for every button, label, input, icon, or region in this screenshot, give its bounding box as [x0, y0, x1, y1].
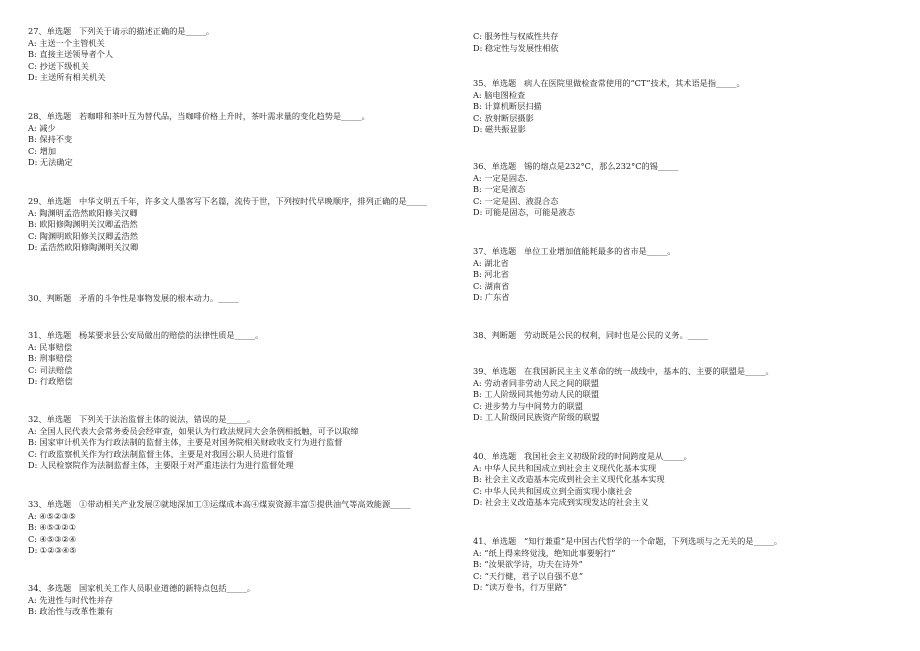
- option-b: B: 国家审计机关作为行政法制的监督主体，主要是对国务院相关财政收支行为进行监督: [28, 437, 343, 448]
- question-33: [28, 499, 448, 557]
- question-30: [28, 293, 448, 305]
- option-a: A: 脑电图检查: [473, 89, 526, 100]
- option-b: B: 计算机断层扫描: [473, 101, 542, 112]
- option-d: D: 可能是固态，可能是液态: [473, 207, 575, 218]
- question-stem: 33、单选题 ①带动相关产业发展②就地深加工③运煤成本高④煤炭资源丰富⑤提供油气等高效能源_____: [28, 499, 411, 509]
- question-39: [473, 366, 893, 424]
- question-stem: 32、单选题 下列关于法治监督主体的说法，错误的是_____。: [28, 414, 256, 424]
- option-a: A: 先进性与时代性并存: [28, 594, 113, 605]
- question-36: [473, 161, 893, 219]
- option-a: A: 一定是固态.: [473, 172, 528, 183]
- option-c: C: “天行健，君子以自强不息”: [473, 570, 584, 581]
- question-38: [473, 330, 893, 342]
- option-d: D: 主送所有相关机关: [28, 72, 106, 83]
- option-c: C: 增加: [28, 145, 57, 156]
- option-a: A: 湖北省: [473, 257, 509, 268]
- question-27: [28, 26, 448, 84]
- question-29: [28, 196, 448, 254]
- option-c: C: 抄送下级机关: [28, 60, 89, 71]
- question-stem: 28、单选题 若咖啡和茶叶互为替代品，当咖啡价格上升时，茶叶需求量的变化趋势是_____。: [28, 111, 370, 121]
- option-c: C: 司法赔偿: [28, 364, 73, 375]
- option-a: A: “纸上得来终觉浅，绝知此事要躬行”: [473, 547, 616, 558]
- option-d: D: 磁共振显影: [473, 124, 526, 135]
- option-d: D: ①②③④⑤: [28, 545, 77, 556]
- question-stem: 31、单选题 杨某要求县公安局做出的赔偿的法律性质是_____。: [28, 330, 264, 340]
- question-stem: 40、单选题 我国社会主义初级阶段的时间跨度是从_____。: [473, 451, 692, 461]
- question-stem: 41、单选题 “知行兼重”是中国古代哲学的一个命题，下列选项与之无关的是_____。: [473, 536, 783, 546]
- option-d: D: 无法确定: [28, 157, 73, 168]
- question-34: [28, 583, 448, 618]
- option-b: B: 直接主送领导者个人: [28, 49, 114, 60]
- question-stem: 39、单选题 在我国新民主主义革命的统一战线中，基本的、主要的联盟是_____。: [473, 366, 774, 376]
- option-b: B: “汝果欲学诗，功夫在诗外”: [473, 559, 583, 570]
- option-c: C: 湖南省: [473, 280, 510, 291]
- question-stem: 38、判断题 劳动既是公民的权利，同时也是公民的义务。_____: [473, 330, 709, 340]
- option-c: C: ④⑤③②④: [28, 533, 77, 544]
- option-c: C: 行政监察机关作为行政法制监督主体，主要是对我国公职人员进行监督: [28, 448, 294, 459]
- option-d: D: 人民检察院作为法制监督主体，主要限于对严重违法行为进行监督处理: [28, 460, 294, 471]
- option-d: D: 广东省: [473, 292, 510, 303]
- question-35: [473, 78, 893, 136]
- option-d: D: “读万卷书，行万里路”: [473, 582, 567, 593]
- option-a: A: 全国人民代表大会常务委员会经审查，如果认为行政法规同大会条例相抵触，可予以取缔: [28, 425, 359, 436]
- option-a: A: 劳动者同非劳动人民之间的联盟: [473, 377, 599, 388]
- option-b: B: 工人阶级同其他劳动人民的联盟: [473, 389, 600, 400]
- option-b: B: ④⑤③②①: [28, 522, 77, 533]
- option-d: D: 行政赔偿: [28, 376, 73, 387]
- option-a: A: 主送一个主管机关: [28, 37, 105, 48]
- question-37: [473, 246, 893, 304]
- question-28: [28, 111, 448, 169]
- question-stem: 29、单选题 中华文明五千年，许多文人墨客写下名篇，流传于世，下列按时代早晚顺序，排列正确的是_____: [28, 196, 427, 206]
- option-d: D: 稳定性与发展性相依: [473, 42, 559, 53]
- option-c: C: 陶渊明欧阳修关汉卿孟浩然: [28, 230, 138, 241]
- option-c: C: 放射断层摄影: [473, 112, 534, 123]
- option-a: A: ④⑤②③⑤: [28, 510, 76, 521]
- question-stem: 36、单选题 锡的熔点是232°C，那么232°C的锡_____: [473, 161, 679, 171]
- question-stem: 34、多选题 国家机关工作人员职业道德的新特点包括_____。: [28, 583, 256, 593]
- option-c: C: 中华人民共和国成立到全面实现小康社会: [473, 485, 633, 496]
- question-stem: 30、判断题 矛盾的斗争性是事物发展的根本动力。_____: [28, 293, 239, 303]
- option-b: B: 一定是液态: [473, 184, 526, 195]
- option-b: B: 社会主义改造基本完成到社会主义现代化基本实现: [473, 474, 665, 485]
- question-32: [28, 414, 448, 472]
- option-d: D: 孟浩然欧阳修陶渊明关汉卿: [28, 242, 139, 253]
- option-a: A: 民事赔偿: [28, 341, 73, 352]
- question-stem: 35、单选题 病人在医院里做检查常使用的“CT”技术，其术语是指_____。: [473, 78, 745, 88]
- question-40: [473, 451, 893, 509]
- question-34-continued: [473, 31, 893, 54]
- question-31: [28, 330, 448, 388]
- option-b: B: 欧阳修陶渊明关汉卿孟浩然: [28, 219, 138, 230]
- option-b: B: 政治性与改革性兼有: [28, 606, 114, 617]
- option-b: B: 刑事赔偿: [28, 353, 73, 364]
- question-stem: 27、单选题 下列关于请示的描述正确的是_____。: [28, 26, 215, 36]
- question-stem: 37、单选题 单位工业增加值能耗最多的省市是_____。: [473, 246, 676, 256]
- option-c: C: 服务性与权威性共存: [473, 31, 559, 41]
- option-c: C: 进步势力与中间势力的联盟: [473, 400, 583, 411]
- option-a: A: 中华人民共和国成立到社会主义现代化基本实现: [473, 462, 657, 473]
- option-d: D: 社会主义改造基本完成到实现发达的社会主义: [473, 497, 649, 508]
- option-d: D: 工人阶级同民族资产阶级的联盟: [473, 412, 600, 423]
- option-a: A: 减少: [28, 122, 56, 133]
- option-a: A: 陶渊明孟浩然欧阳修关汉卿: [28, 207, 138, 218]
- option-c: C: 一定是固、液混合态: [473, 195, 559, 206]
- option-b: B: 河北省: [473, 269, 509, 280]
- question-41: [473, 536, 893, 594]
- option-b: B: 保持不变: [28, 134, 73, 145]
